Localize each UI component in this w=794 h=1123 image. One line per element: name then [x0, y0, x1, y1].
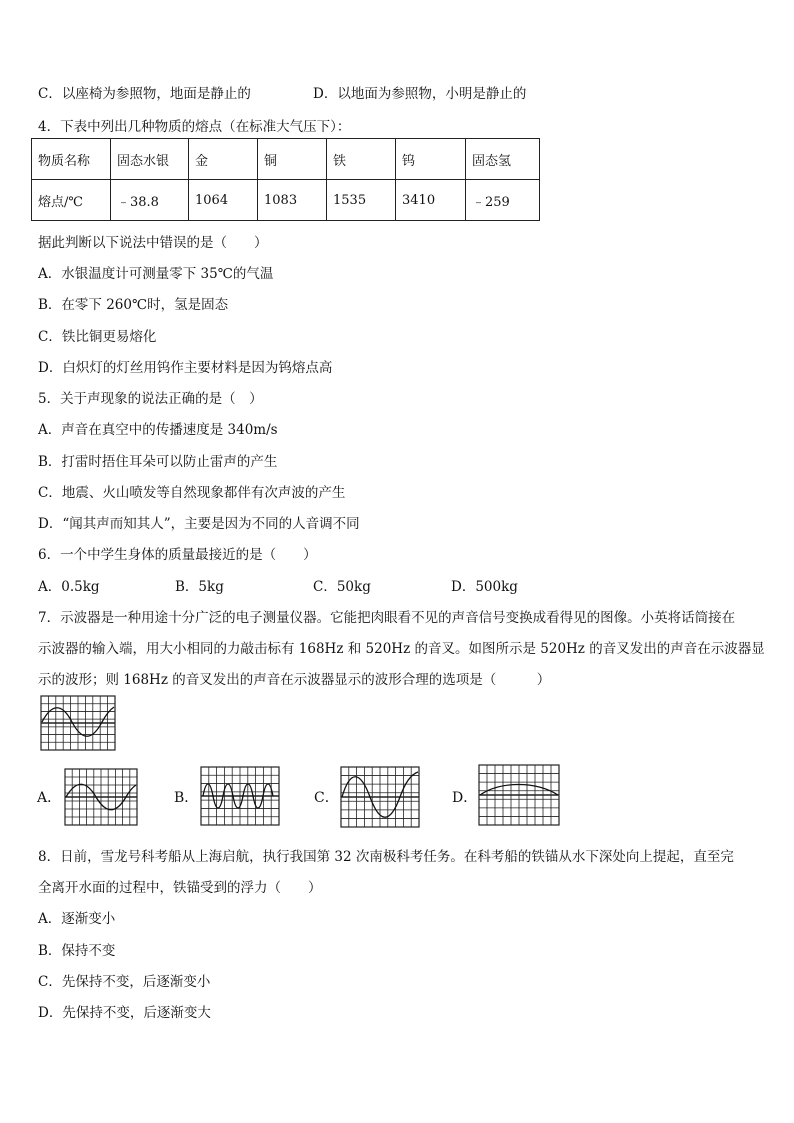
q6-option-d: D．500kg: [451, 579, 518, 595]
q7-option-d-waveform-figure: [478, 764, 560, 826]
q8-line-1: 8．日前，雪龙号科考船从上海启航，执行我国第 32 次南极科考任务。在科考船的铁锚从水下深处向上提起，直至完: [38, 849, 734, 865]
reference-waveform-figure: [40, 695, 116, 751]
table-cell: 铁: [327, 139, 396, 180]
q7-line-3: 示的波形；则 168Hz 的音叉发出的声音在示波器显示的波形合理的选项是（ ）: [38, 672, 551, 688]
q7-option-a-label: A．: [37, 790, 62, 806]
q4-option-b: B．在零下 260℃时，氢是固态: [38, 297, 229, 313]
q8-option-d: D．先保持不变，后逐渐变大: [38, 1005, 211, 1021]
table-cell: ﹣38.8: [111, 180, 189, 221]
q7-option-b-label: B．: [174, 790, 199, 806]
table-cell: 熔点/℃: [32, 180, 111, 221]
q7-option-b-waveform-figure: [200, 766, 280, 826]
table-cell: 铜: [258, 139, 327, 180]
table-cell: 1064: [189, 180, 258, 221]
table-cell: 固态水银: [111, 139, 189, 180]
table-cell: 1535: [327, 180, 396, 221]
q5-option-b: B．打雷时捂住耳朵可以防止雷声的产生: [38, 454, 278, 470]
q7-option-a-waveform-figure: [64, 768, 138, 826]
table-cell: ﹣259: [466, 180, 540, 221]
table-header-row: [32, 139, 540, 180]
melting-point-table: [31, 138, 540, 221]
q8-option-b: B．保持不变: [38, 943, 116, 959]
q5-option-a: A．声音在真空中的传播速度是 340m/s: [38, 422, 278, 438]
q7-line-2: 示波器的输入端，用大小相同的力敲击标有 168Hz 和 520Hz 的音叉。如图所示是 520Hz 的音叉发出的声音在示波器显: [38, 641, 765, 657]
q8-option-a: A．逐渐变小: [38, 911, 116, 927]
q6-option-b: B．5kg: [175, 579, 224, 595]
q3-option-c: C．以座椅为参照物，地面是静止的: [38, 86, 251, 102]
table-cell: 3410: [396, 180, 466, 221]
q8-line-2: 全离开水面的过程中，铁锚受到的浮力（ ）: [38, 880, 322, 896]
table-cell: 金: [189, 139, 258, 180]
q4-option-a: A．水银温度计可测量零下 35℃的气温: [38, 266, 274, 282]
q3-option-d: D．以地面为参照物，小明是静止的: [313, 86, 527, 102]
q4-stem: 4．下表中列出几种物质的熔点（在标准大气压下）：: [38, 119, 351, 135]
q8-option-c: C．先保持不变，后逐渐变小: [38, 974, 211, 990]
q7-line-1: 7．示波器是一种用途十分广泛的电子测量仪器。它能把肉眼看不见的声音信号变换成看得见的图像。小英将话筒接在: [38, 610, 736, 626]
q7-option-d-label: D．: [452, 790, 478, 806]
q5-option-c: C．地震、火山喷发等自然现象都伴有次声波的产生: [38, 485, 346, 501]
table-cell: 固态氢: [466, 139, 540, 180]
q6-option-c: C．50kg: [313, 579, 371, 595]
q5-option-d: D．“闻其声而知其人”，主要是因为不同的人音调不同: [38, 516, 360, 532]
q4-option-d: D．白炽灯的灯丝用钨作主要材料是因为钨熔点高: [38, 360, 333, 376]
q4-question: 据此判断以下说法中错误的是（ ）: [38, 235, 268, 251]
q7-option-c-waveform-figure: [340, 766, 420, 828]
q5-stem: 5．关于声现象的说法正确的是（ ）: [38, 391, 263, 407]
table-cell: 1083: [258, 180, 327, 221]
q6-option-a: A．0.5kg: [38, 579, 100, 595]
q7-option-c-label: C．: [314, 790, 339, 806]
q4-option-c: C．铁比铜更易熔化: [38, 329, 157, 345]
table-row: [32, 180, 540, 221]
table-cell: 钨: [396, 139, 466, 180]
table-cell: 物质名称: [32, 139, 111, 180]
q6-stem: 6．一个中学生身体的质量最接近的是（ ）: [38, 547, 317, 563]
